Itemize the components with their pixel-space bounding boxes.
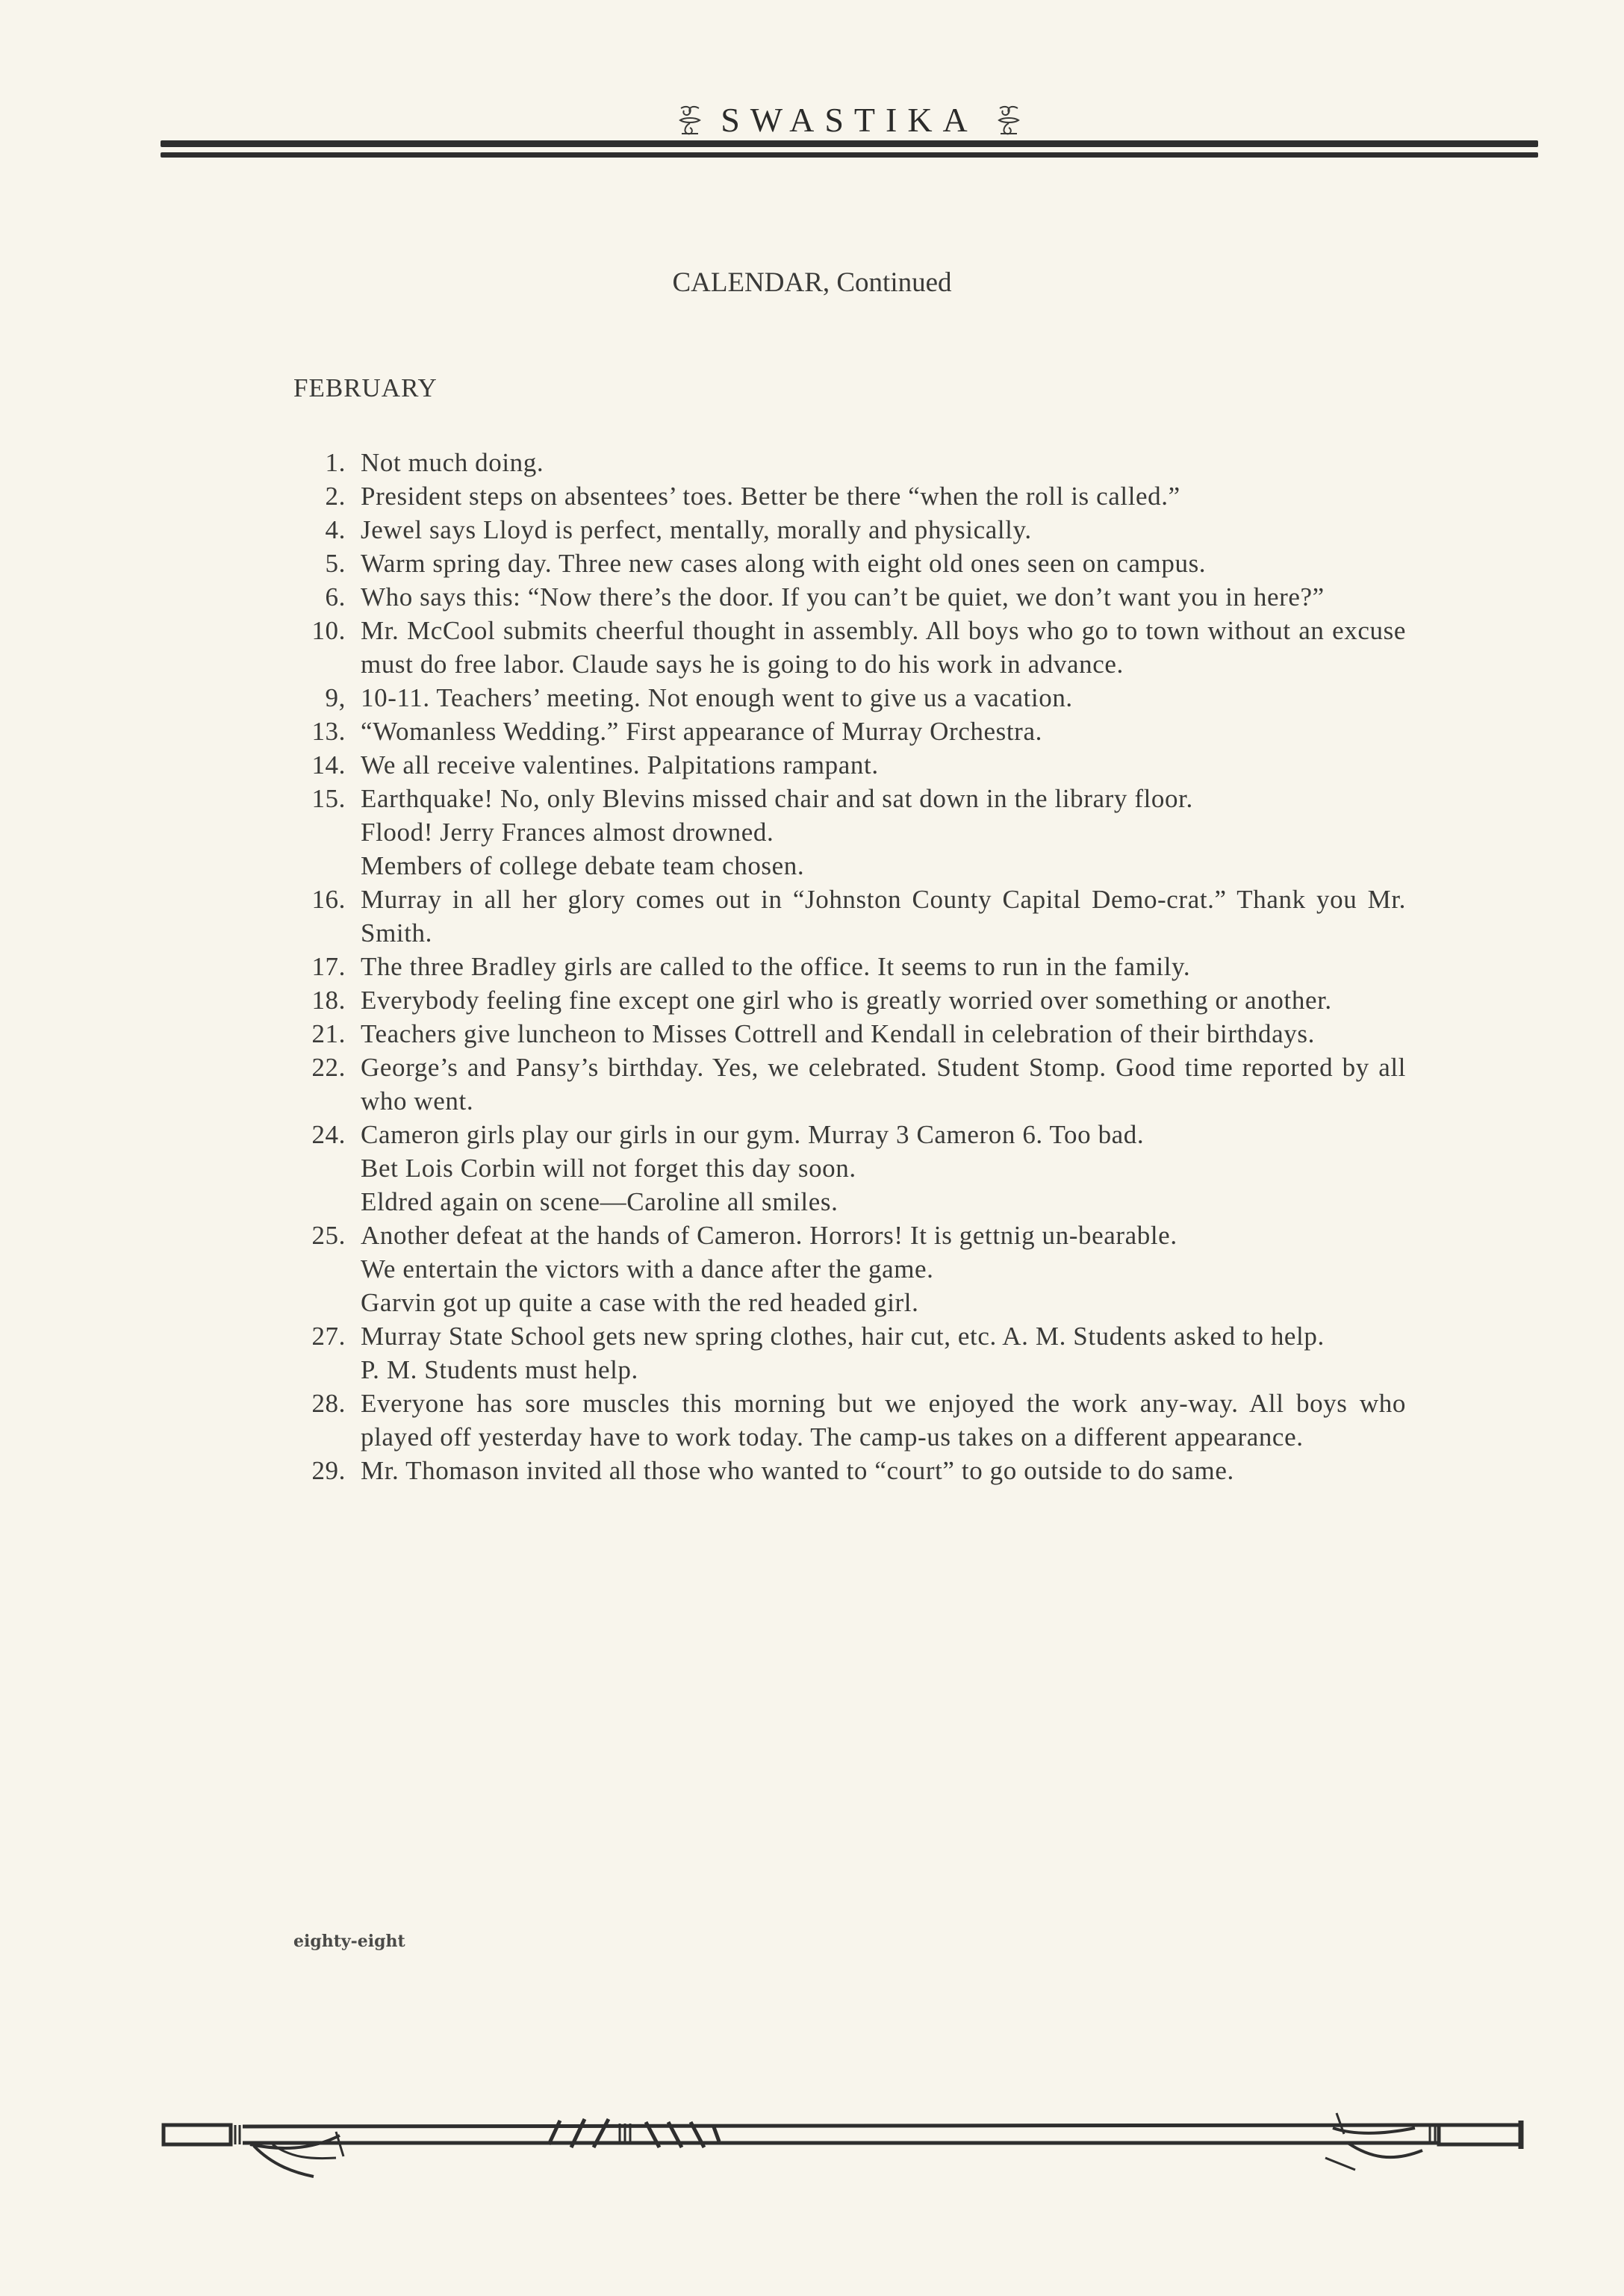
entry-text xyxy=(361,715,1406,748)
entry-date: 21. xyxy=(311,1019,346,1048)
entry-text xyxy=(361,513,1406,547)
entry-date: 1. xyxy=(325,448,346,477)
entry-line: Who says this: “Now there’s the door. If you can’t be quiet, we don’t want you in here?” xyxy=(361,582,1325,612)
header-rule-bottom xyxy=(161,152,1538,158)
entry-text xyxy=(361,446,1406,479)
entry-line: Earthquake! No, only Blevins missed chair and sat down in the library floor. xyxy=(361,784,1193,813)
entry-line: George’s and Pansy’s birthday. Yes, we celebrated. Student Stomp. Good time reported by all who went. xyxy=(361,1053,1406,1116)
calendar-entry xyxy=(293,446,1406,479)
entry-date: 5. xyxy=(325,549,346,578)
entry-text xyxy=(361,479,1406,513)
entry-line: Another defeat at the hands of Cameron. Horrors! It is gettnig un-bearable. xyxy=(361,1221,1177,1250)
page-number: eighty-eight xyxy=(293,1932,405,1951)
entry-line: Murray in all her glory comes out in “Johnston County Capital Demo-crat.” Thank you Mr. Smith. xyxy=(361,885,1406,948)
entry-date: 13. xyxy=(311,717,346,746)
entry-date: 29. xyxy=(311,1456,346,1485)
entry-text xyxy=(361,1387,1406,1454)
calendar-entry xyxy=(293,614,1406,681)
entry-line: Mr. Thomason invited all those who wanted to “court” to go outside to do same. xyxy=(361,1456,1234,1485)
entry-text xyxy=(361,1051,1406,1118)
entry-line: The three Bradley girls are called to the office. It seems to run in the family. xyxy=(361,952,1191,981)
entry-text xyxy=(361,614,1406,681)
entry-line: Mr. McCool submits cheerful thought in assembly. All boys who go to town without an excuse must do free labor. Claude says he is going to do his work in advance. xyxy=(361,616,1406,679)
calendar-entry xyxy=(293,748,1406,782)
header-rule-top xyxy=(161,140,1538,147)
entry-date: 22. xyxy=(311,1053,346,1082)
calendar-entry xyxy=(293,1319,1406,1387)
entry-text xyxy=(361,580,1406,614)
entry-line: “Womanless Wedding.” First appearance of Murray Orchestra. xyxy=(361,717,1042,746)
entry-date: 25. xyxy=(311,1221,346,1250)
entry-date: 10. xyxy=(311,616,346,645)
month-heading: FEBRUARY xyxy=(293,373,438,402)
calendar-entry xyxy=(293,513,1406,547)
entry-line: Eldred again on scene—Caroline all smiles. xyxy=(361,1187,839,1216)
entry-line: Cameron girls play our girls in our gym. Murray 3 Cameron 6. Too bad. xyxy=(361,1120,1145,1149)
entry-line: Warm spring day. Three new cases along with eight old ones seen on campus. xyxy=(361,549,1207,578)
entry-text xyxy=(361,883,1406,950)
entry-date: 24. xyxy=(311,1120,346,1149)
entry-text xyxy=(361,547,1406,580)
entry-line: Members of college debate team chosen. xyxy=(361,851,805,880)
entry-line: Murray State School gets new spring clothes, hair cut, etc. A. M. Students asked to help. xyxy=(361,1322,1325,1351)
entry-line: We all receive valentines. Palpitations rampant. xyxy=(361,750,879,780)
calendar-entry xyxy=(293,883,1406,950)
calendar-entry xyxy=(293,1387,1406,1454)
running-header xyxy=(161,90,1538,164)
calendar-entries xyxy=(293,446,1406,1487)
decorative-scroll-icon xyxy=(996,104,1021,137)
entry-text xyxy=(361,1219,1406,1319)
entry-text xyxy=(361,1017,1406,1051)
entry-line: Everybody feeling fine except one girl who is greatly worried over something or another. xyxy=(361,986,1332,1015)
entry-line: Everyone has sore muscles this morning but we enjoyed the work any-way. All boys who played off yesterday have to work today. The camp-us takes on a different appearance. xyxy=(361,1389,1406,1452)
calendar-entry xyxy=(293,1017,1406,1051)
entry-text xyxy=(361,748,1406,782)
entry-date: 2. xyxy=(325,482,346,511)
entry-date: 4. xyxy=(325,515,346,544)
entry-text xyxy=(361,983,1406,1017)
calendar-entry xyxy=(293,1051,1406,1118)
entry-text xyxy=(361,950,1406,983)
entry-date: 6. xyxy=(325,582,346,612)
arrow-divider-icon xyxy=(161,2098,1538,2188)
entry-text xyxy=(361,782,1406,883)
calendar-entry xyxy=(293,983,1406,1017)
entry-line: President steps on absentees’ toes. Better be there “when the roll is called.” xyxy=(361,482,1180,511)
header-title-row xyxy=(161,103,1538,137)
entry-date: 15. xyxy=(311,784,346,813)
calendar-entry xyxy=(293,547,1406,580)
entry-text xyxy=(361,1118,1406,1219)
entry-date: 18. xyxy=(311,986,346,1015)
entry-date: 9, xyxy=(325,683,346,712)
entry-line: 10-11. Teachers’ meeting. Not enough went to give us a vacation. xyxy=(361,683,1073,712)
entry-line: P. M. Students must help. xyxy=(361,1355,638,1384)
calendar-entry xyxy=(293,580,1406,614)
calendar-entry xyxy=(293,479,1406,513)
calendar-entry xyxy=(293,1219,1406,1319)
entry-text xyxy=(361,1454,1406,1487)
entry-date: 17. xyxy=(311,952,346,981)
entry-date: 16. xyxy=(311,885,346,914)
entry-line: Teachers give luncheon to Misses Cottrell and Kendall in celebration of their birthdays. xyxy=(361,1019,1315,1048)
entry-date: 28. xyxy=(311,1389,346,1418)
entry-date: 14. xyxy=(311,750,346,780)
entry-line: We entertain the victors with a dance after the game. xyxy=(361,1254,934,1284)
calendar-entry xyxy=(293,681,1406,715)
entry-date: 27. xyxy=(311,1322,346,1351)
calendar-entry xyxy=(293,782,1406,883)
section-title: CALENDAR, Continued xyxy=(672,267,952,298)
entry-line: Jewel says Lloyd is perfect, mentally, morally and physically. xyxy=(361,515,1032,544)
entry-line: Garvin got up quite a case with the red headed girl. xyxy=(361,1288,919,1317)
calendar-entry xyxy=(293,715,1406,748)
header-title: SWASTIKA xyxy=(721,101,978,139)
entry-line: Not much doing. xyxy=(361,448,544,477)
entry-line: Bet Lois Corbin will not forget this day soon. xyxy=(361,1154,856,1183)
calendar-entry xyxy=(293,950,1406,983)
entry-text xyxy=(361,1319,1406,1387)
decorative-scroll-icon xyxy=(677,104,703,137)
calendar-entry xyxy=(293,1118,1406,1219)
calendar-entry xyxy=(293,1454,1406,1487)
entry-text xyxy=(361,681,1406,715)
entry-line: Flood! Jerry Frances almost drowned. xyxy=(361,818,774,847)
